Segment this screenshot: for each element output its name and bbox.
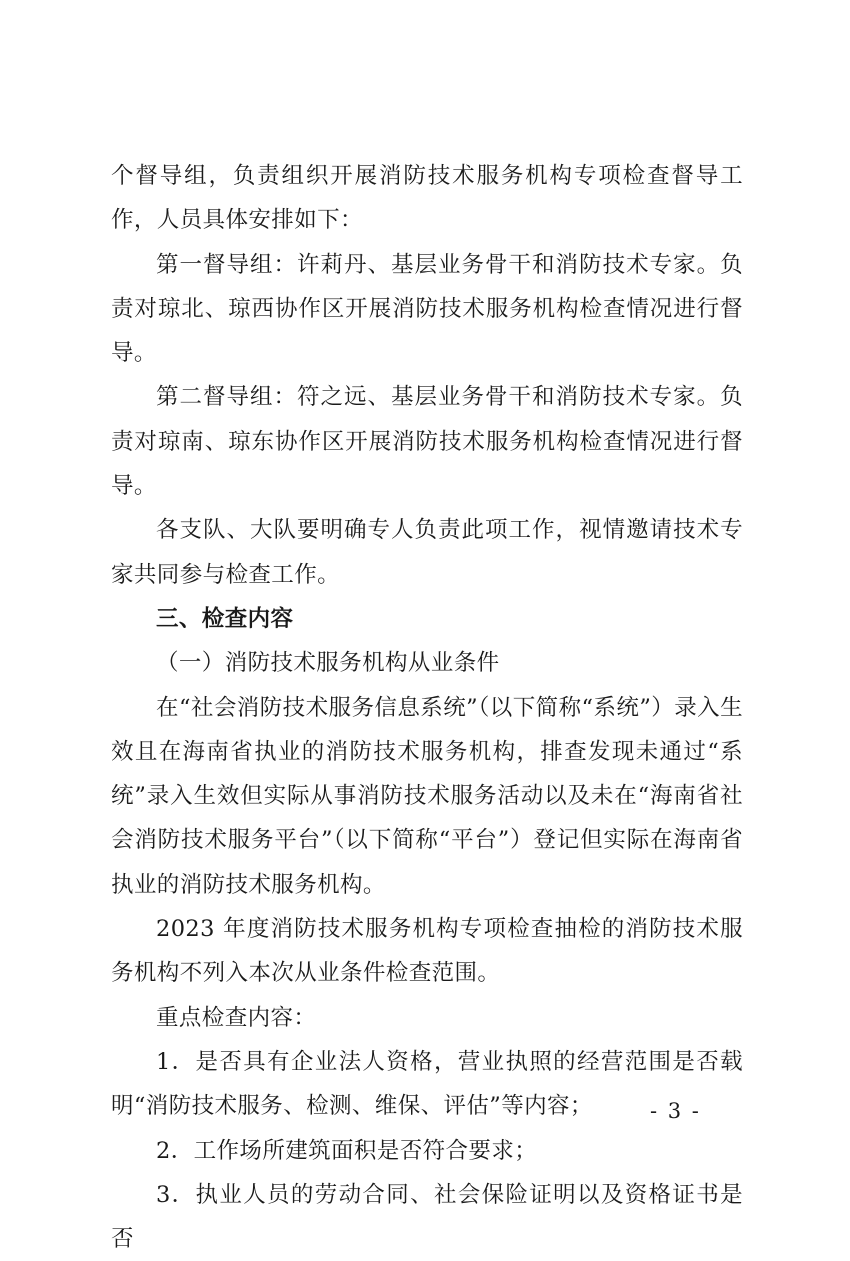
list-item-1: 1．是否具有企业法人资格，营业执照的经营范围是否载明“消防技术服务、检测、维保、评估”等内容；: [111, 1048, 743, 1120]
paragraph-7: 重点检查内容：: [156, 1004, 317, 1031]
paragraph-1: 个督导组，负责组织开展消防技术服务机构专项检查督导工作，人员具体安排如下：: [111, 163, 743, 234]
paragraph-2: 第一督导组：许莉丹、基层业务骨干和消防技术专家。负责对琼北、琼西协作区开展消防技术服务机构检查情况进行督导。: [111, 251, 743, 367]
paragraph-6: 2023 年度消防技术服务机构专项检查抽检的消防技术服务机构不列入本次从业条件检查范围。: [111, 916, 743, 987]
list-item-2: 2．工作场所建筑面积是否符合要求；: [156, 1137, 538, 1164]
paragraph-4: 各支队、大队要明确专人负责此项工作，视情邀请技术专家共同参与检查工作。: [111, 517, 743, 588]
paragraph-5: 在“社会消防技术服务信息系统”（以下简称“系统”）录入生效且在海南省执业的消防技术服务机构，排查发现未通过“系统”录入生效但实际从事消防技术服务活动以及未在“海南省社会消防技术服务平台”（以下简称“平台”）登记但实际在海南省执业的消防技术服务机构。: [111, 694, 743, 898]
list-item-3: 3．执业人员的劳动合同、社会保险证明以及资格证书是否: [111, 1181, 743, 1253]
page-number: - 3 -: [650, 1099, 701, 1123]
document-body: [111, 154, 743, 1261]
paragraph-3: 第二督导组：符之远、基层业务骨干和消防技术专家。负责对琼南、琼东协作区开展消防技术服务机构检查情况进行督导。: [111, 384, 743, 500]
subsection-heading-1: （一）消防技术服务机构从业条件: [156, 650, 500, 677]
section-heading-3: 三、检查内容: [156, 605, 294, 632]
